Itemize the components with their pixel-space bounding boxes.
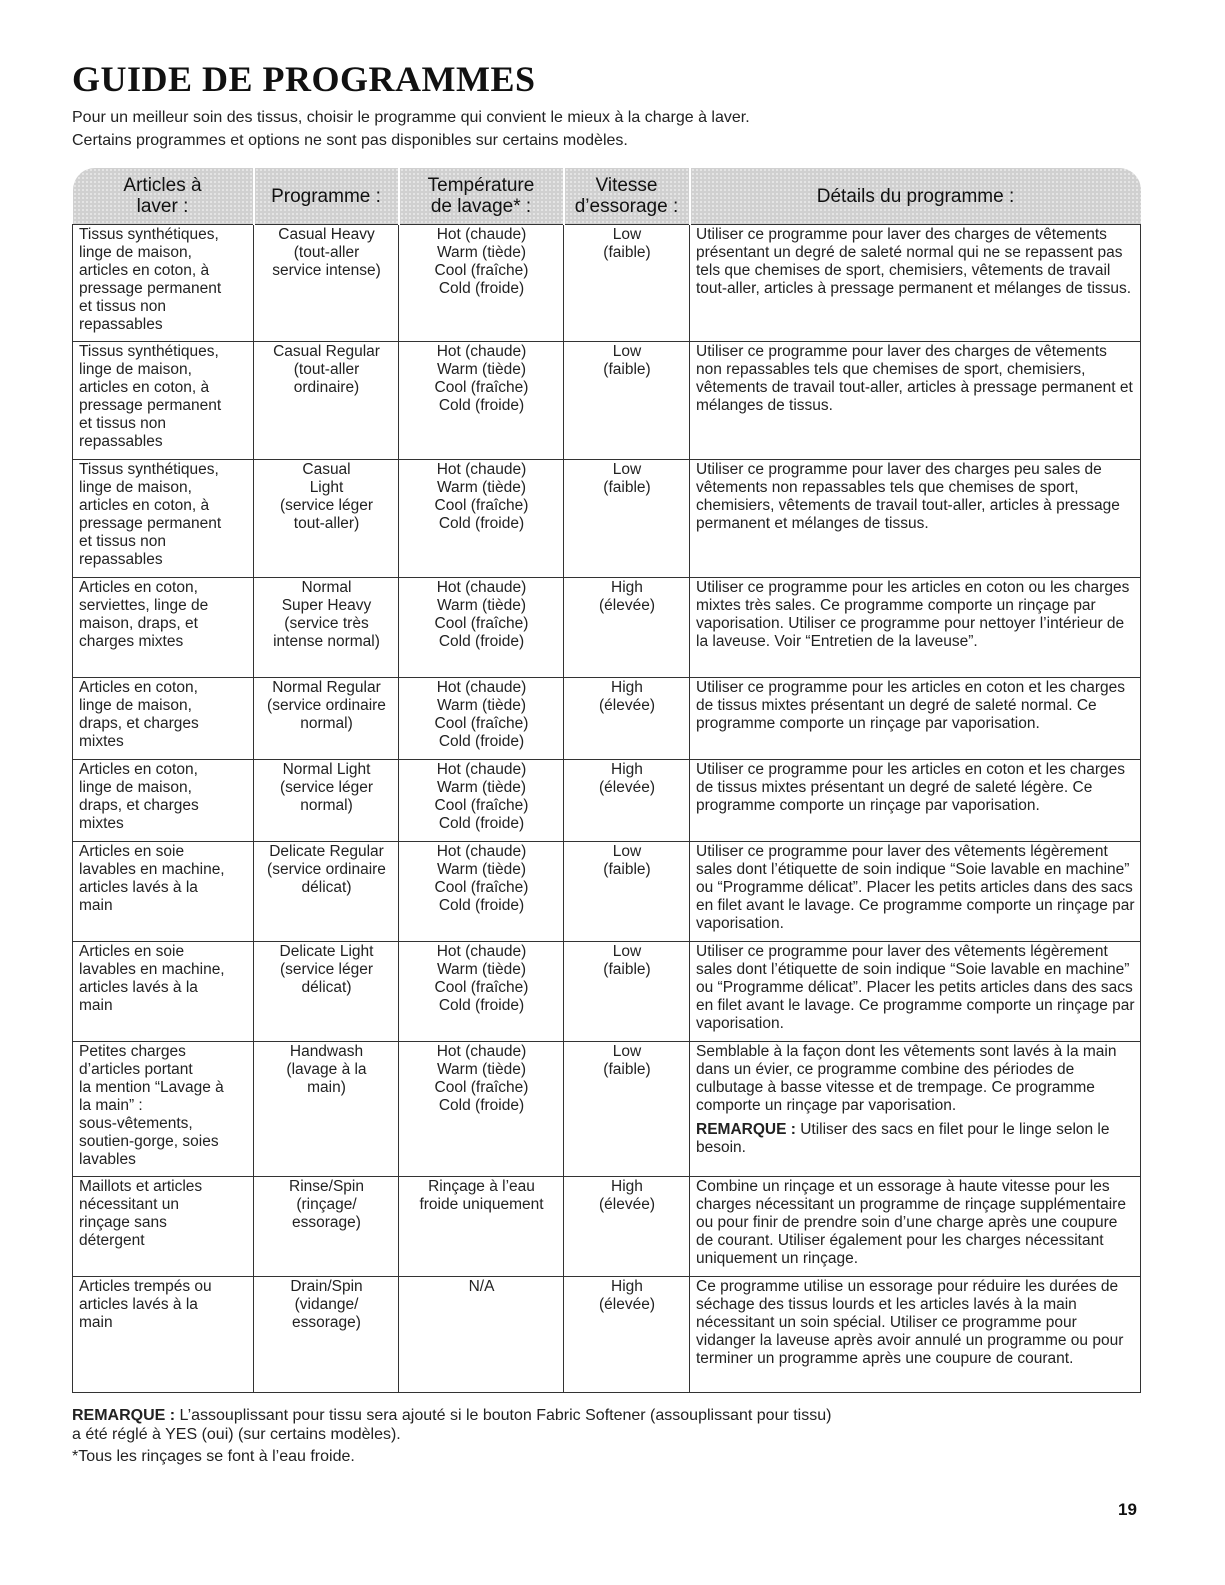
cell-details: Utiliser ce programme pour laver des vêtements légèrement sales dont l’étiquette de soin indique “Soie lavable en machine” ou “Programme délicat”. Placer les petits articles dans des sacs en filet avant le lavage. Ce programme comporte un rinçage par vaporisation. <box>690 842 1141 942</box>
cell-spin-speed: High (élevée) <box>564 578 690 678</box>
cell-spin-speed: High (élevée) <box>564 1177 690 1277</box>
cell-programme: Handwash (lavage à la main) <box>254 1042 399 1177</box>
cell-details: Utiliser ce programme pour les articles en coton et les charges de tissus mixtes présentant un degré de saleté légère. Ce programme comporte un rinçage par vaporisation. <box>690 760 1141 842</box>
table-row <box>73 1042 1141 1177</box>
cell-articles: Tissus synthétiques, linge de maison, articles en coton, à pressage permanent et tissus non repassables <box>73 225 254 342</box>
cell-temperature: Hot (chaude) Warm (tiède) Cool (fraîche) Cold (froide) <box>399 342 564 460</box>
cell-details: Utiliser ce programme pour laver des charges de vêtements non repassables tels que chemises de sport, chemisiers, vêtements de travail tout-aller, articles à pressage permanent et mélanges de tissus. <box>690 342 1141 460</box>
cell-details: Utiliser ce programme pour les articles en coton et les charges de tissus mixtes présentant un degré de saleté normal. Ce programme comporte un rinçage par vaporisation. <box>690 678 1141 760</box>
table-header-row <box>73 168 1141 225</box>
cell-details: Utiliser ce programme pour laver des vêtements légèrement sales dont l’étiquette de soin indique “Soie lavable en machine” ou “Programme délicat”. Placer les petits articles dans des sacs en filet avant le lavage. Ce programme comporte un rinçage par vaporisation. <box>690 942 1141 1042</box>
note-label: REMARQUE : <box>696 1121 796 1138</box>
cell-articles: Maillots et articles nécessitant un rinçage sans détergent <box>73 1177 254 1277</box>
cell-programme: Delicate Regular (service ordinaire délicat) <box>254 842 399 942</box>
cell-programme: Casual Light (service léger tout-aller) <box>254 460 399 578</box>
cell-spin-speed: Low (faible) <box>564 342 690 460</box>
cell-temperature: N/A <box>399 1277 564 1393</box>
cell-articles: Articles trempés ou articles lavés à la main <box>73 1277 254 1393</box>
header-programme: Programme : <box>254 168 399 225</box>
cell-temperature: Hot (chaude) Warm (tiède) Cool (fraîche) Cold (froide) <box>399 1042 564 1177</box>
header-spin-speed: Vitesse d’essorage : <box>564 168 690 225</box>
cell-spin-speed: Low (faible) <box>564 225 690 342</box>
cell-temperature: Hot (chaude) Warm (tiède) Cool (fraîche) Cold (froide) <box>399 678 564 760</box>
cell-spin-speed: Low (faible) <box>564 1042 690 1177</box>
cell-articles: Articles en soie lavables en machine, articles lavés à la main <box>73 842 254 942</box>
footnote-text-1: L’assouplissant pour tissu sera ajouté si le bouton Fabric Softener (assouplissant pour tissu) <box>175 1407 832 1424</box>
cell-spin-speed: High (élevée) <box>564 678 690 760</box>
intro-line-2: Certains programmes et options ne sont pas disponibles sur certains modèles. <box>72 132 628 149</box>
cell-programme: Casual Heavy (tout-aller service intense) <box>254 225 399 342</box>
header-temperature: Température de lavage* : <box>399 168 564 225</box>
cell-articles: Tissus synthétiques, linge de maison, articles en coton, à pressage permanent et tissus non repassables <box>73 342 254 460</box>
cell-details: Utiliser ce programme pour les articles en coton ou les charges mixtes très sales. Ce programme comporte un rinçage par vaporisation. Utiliser ce programme pour nettoyer l’intérieur de la laveuse. Voir “Entretien de la laveuse”. <box>690 578 1141 678</box>
cell-programme: Normal Regular (service ordinaire normal) <box>254 678 399 760</box>
page-title: GUIDE DE PROGRAMMES <box>72 59 536 99</box>
footnote-softener-line-2: a été réglé à YES (oui) (sur certains modèles). <box>72 1426 401 1443</box>
cell-spin-speed: Low (faible) <box>564 842 690 942</box>
cell-programme: Rinse/Spin (rinçage/ essorage) <box>254 1177 399 1277</box>
page-number: 19 <box>1118 1500 1137 1519</box>
cell-articles: Articles en coton, linge de maison, draps, et charges mixtes <box>73 678 254 760</box>
table-row <box>73 578 1141 678</box>
cell-temperature: Hot (chaude) Warm (tiède) Cool (fraîche) Cold (froide) <box>399 760 564 842</box>
footnote-cold-rinse: *Tous les rinçages se font à l’eau froide. <box>72 1448 355 1465</box>
table-row <box>73 842 1141 942</box>
cell-articles: Tissus synthétiques, linge de maison, articles en coton, à pressage permanent et tissus non repassables <box>73 460 254 578</box>
cell-spin-speed: High (élevée) <box>564 1277 690 1393</box>
cell-programme: Delicate Light (service léger délicat) <box>254 942 399 1042</box>
cell-articles: Articles en soie lavables en machine, articles lavés à la main <box>73 942 254 1042</box>
header-articles: Articles à laver : <box>73 168 254 225</box>
table-row <box>73 942 1141 1042</box>
cell-articles: Articles en coton, serviettes, linge de maison, draps, et charges mixtes <box>73 578 254 678</box>
cell-details: Ce programme utilise un essorage pour réduire les durées de séchage des tissus lourds et les articles lavés à la main nécessitant un soin spécial. Utiliser ce programme pour vidanger la laveuse après avoir annulé un programme ou pour terminer un programme après une coupure de courant. <box>690 1277 1141 1393</box>
cell-details: Combine un rinçage et un essorage à haute vitesse pour les charges nécessitant un programme de rinçage supplémentaire ou pour finir de prendre soin d’une charge après une coupure de courant. Utiliser également pour les charges nécessitant uniquement un rinçage. <box>690 1177 1141 1277</box>
cell-temperature: Hot (chaude) Warm (tiède) Cool (fraîche) Cold (froide) <box>399 842 564 942</box>
table-row <box>73 342 1141 460</box>
note-text: Utiliser des sacs en filet pour le linge selon le besoin. <box>696 1121 1110 1156</box>
cell-details: Utiliser ce programme pour laver des charges de vêtements présentant un degré de saleté normal qui ne se repassent pas tels que chemises de sport, chemisiers, vêtements de travail tout-aller, articles à pressage permanent et mélanges de tissus. <box>690 225 1141 342</box>
cell-programme: Casual Regular (tout-aller ordinaire) <box>254 342 399 460</box>
table-row <box>73 460 1141 578</box>
cell-articles: Petites charges d’articles portant la mention “Lavage à la main” : sous-vêtements, soutien-gorge, soies lavables <box>73 1042 254 1177</box>
table-row <box>73 225 1141 342</box>
cell-spin-speed: Low (faible) <box>564 460 690 578</box>
cell-programme: Drain/Spin (vidange/ essorage) <box>254 1277 399 1393</box>
details-text: Semblable à la façon dont les vêtements sont lavés à la main dans un évier, ce programme combine des périodes de culbutage à basse vitesse et de trempage. Ce programme comporte un rinçage par vaporisation. <box>696 1043 1117 1114</box>
table-row <box>73 1177 1141 1277</box>
program-guide-table-wrapper <box>72 168 1140 1393</box>
handwash-note <box>696 1121 1135 1157</box>
cell-temperature: Hot (chaude) Warm (tiède) Cool (fraîche) Cold (froide) <box>399 460 564 578</box>
cell-temperature: Hot (chaude) Warm (tiède) Cool (fraîche) Cold (froide) <box>399 942 564 1042</box>
table-row <box>73 760 1141 842</box>
intro-line-1: Pour un meilleur soin des tissus, choisir le programme qui convient le mieux à la charge à laver. <box>72 109 750 126</box>
program-guide-table <box>72 168 1141 1393</box>
footnote-label: REMARQUE : <box>72 1407 176 1424</box>
cell-details: Utiliser ce programme pour laver des charges peu sales de vêtements non repassables tels que chemises de sport, chemisiers, vêtements de travail tout-aller, articles à pressage permanent et mélanges de tissus. <box>690 460 1141 578</box>
cell-programme: Normal Super Heavy (service très intense normal) <box>254 578 399 678</box>
header-details: Détails du programme : <box>690 168 1141 225</box>
cell-spin-speed: High (élevée) <box>564 760 690 842</box>
cell-spin-speed: Low (faible) <box>564 942 690 1042</box>
footnote-softener <box>72 1405 1152 1426</box>
cell-temperature: Hot (chaude) Warm (tiède) Cool (fraîche) Cold (froide) <box>399 578 564 678</box>
table-row <box>73 678 1141 760</box>
cell-articles: Articles en coton, linge de maison, draps, et charges mixtes <box>73 760 254 842</box>
table-row <box>73 1277 1141 1393</box>
cell-details <box>690 1042 1141 1177</box>
cell-temperature: Hot (chaude) Warm (tiède) Cool (fraîche) Cold (froide) <box>399 225 564 342</box>
cell-temperature: Rinçage à l’eau froide uniquement <box>399 1177 564 1277</box>
cell-programme: Normal Light (service léger normal) <box>254 760 399 842</box>
